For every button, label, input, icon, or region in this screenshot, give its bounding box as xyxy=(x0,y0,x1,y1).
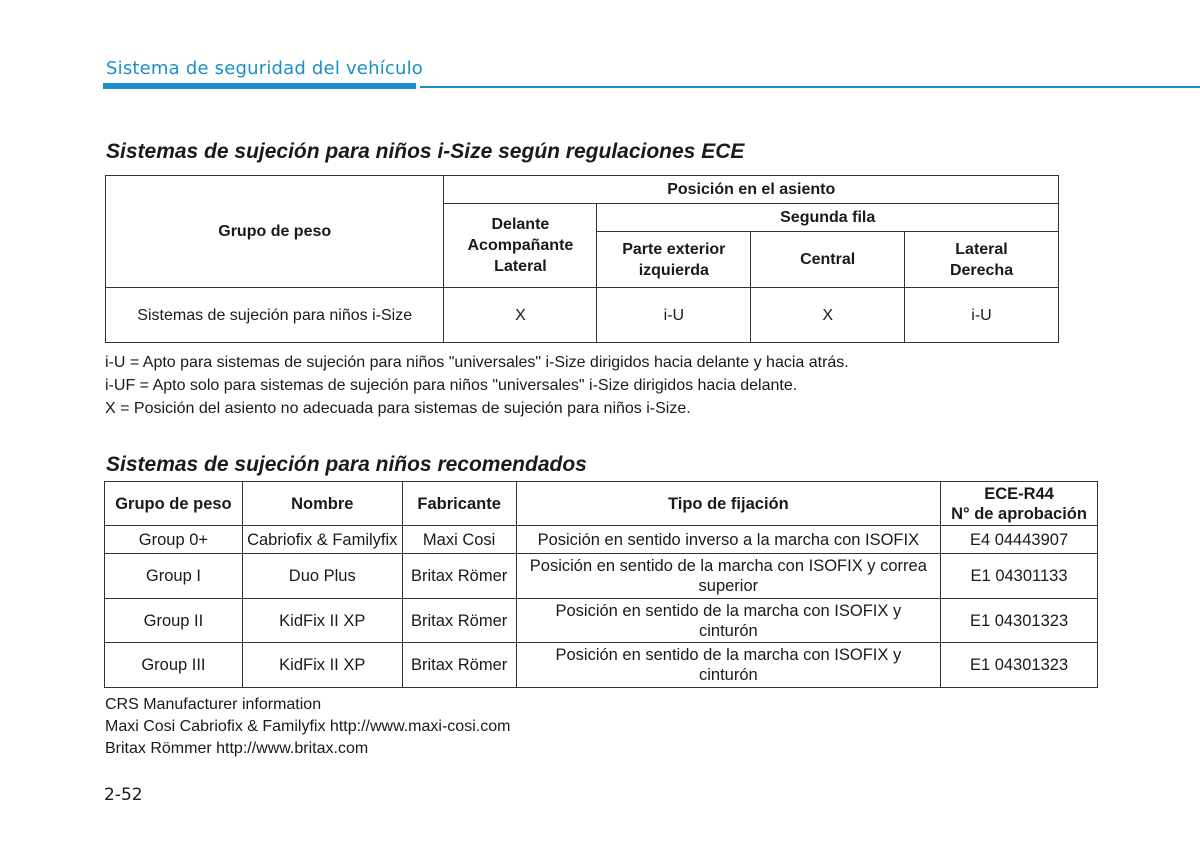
isize-cell-front: X xyxy=(444,288,597,343)
isize-header-position: Posición en el asiento xyxy=(444,176,1059,204)
isize-table xyxy=(105,175,1059,343)
rec-cell-approval: E4 04443907 xyxy=(941,526,1098,554)
info-line: Britax Römmer http://www.britax.com xyxy=(105,740,369,757)
rec-cell-approval: E1 04301323 xyxy=(941,643,1098,688)
isize-header-right: Lateral Derecha xyxy=(905,232,1059,288)
isize-header-group: Grupo de peso xyxy=(106,176,444,288)
manufacturer-info xyxy=(105,694,510,760)
rec-header-group: Grupo de peso xyxy=(105,482,243,526)
rec-cell-name: KidFix II XP xyxy=(242,599,402,643)
info-line: Maxi Cosi Cabriofix & Familyfix http://www.maxi-cosi.com xyxy=(105,718,511,735)
recommended-table-title: Sistemas de sujeción para niños recomendados xyxy=(106,453,587,476)
rec-header-approval xyxy=(941,482,1098,526)
recommended-table xyxy=(104,481,1098,688)
rec-cell-name: Duo Plus xyxy=(242,554,402,599)
rec-cell-maker: Britax Römer xyxy=(402,643,516,688)
info-line: CRS Manufacturer information xyxy=(105,696,322,713)
rec-header-approval-line1: ECE-R44 xyxy=(984,484,1054,503)
rec-cell-fixing: Posición en sentido de la marcha con ISOFIX y cinturón xyxy=(516,599,940,643)
header-rule xyxy=(420,86,1200,88)
rec-header-fixing: Tipo de fijación xyxy=(516,482,940,526)
rec-cell-fixing: Posición en sentido de la marcha con ISOFIX y correa superior xyxy=(516,554,940,599)
rec-cell-approval: E1 04301133 xyxy=(941,554,1098,599)
rec-cell-approval: E1 04301323 xyxy=(941,599,1098,643)
isize-cell-center: X xyxy=(751,288,905,343)
rec-cell-maker: Britax Römer xyxy=(402,554,516,599)
rec-cell-name: KidFix II XP xyxy=(242,643,402,688)
isize-table-title: Sistemas de sujeción para niños i-Size según regulaciones ECE xyxy=(106,140,745,163)
isize-cell-right: i-U xyxy=(905,288,1059,343)
isize-row-label: Sistemas de sujeción para niños i-Size xyxy=(106,288,444,343)
page-number: 2-52 xyxy=(104,785,143,805)
isize-header-outer-left: Parte exterior izquierda xyxy=(597,232,751,288)
rec-cell-maker: Britax Römer xyxy=(402,599,516,643)
table-row xyxy=(105,643,1098,688)
table-row xyxy=(105,599,1098,643)
note-line: X = Posición del asiento no adecuada para sistemas de sujeción para niños i-Size. xyxy=(105,400,691,417)
isize-cell-outer-left: i-U xyxy=(597,288,751,343)
rec-cell-group: Group III xyxy=(105,643,243,688)
rec-cell-name: Cabriofix & Familyfix xyxy=(242,526,402,554)
note-line: i-UF = Apto solo para sistemas de sujeción para niños "universales" i-Size dirigidos hacia delante. xyxy=(105,377,798,394)
isize-header-second-row: Segunda fila xyxy=(597,204,1059,232)
table-row xyxy=(105,554,1098,599)
rec-cell-maker: Maxi Cosi xyxy=(402,526,516,554)
rec-header-approval-line2: N° de aprobación xyxy=(951,504,1087,523)
rec-cell-group: Group I xyxy=(105,554,243,599)
table-row xyxy=(105,526,1098,554)
section-header-title: Sistema de seguridad del vehículo xyxy=(106,58,424,79)
rec-cell-group: Group II xyxy=(105,599,243,643)
isize-header-center: Central xyxy=(751,232,905,288)
rec-cell-fixing: Posición en sentido de la marcha con ISOFIX y cinturón xyxy=(516,643,940,688)
rec-cell-fixing: Posición en sentido inverso a la marcha con ISOFIX xyxy=(516,526,940,554)
header-accent-bar xyxy=(103,83,416,89)
isize-header-front: Delante Acompañante Lateral xyxy=(444,204,597,288)
table-row xyxy=(106,288,1059,343)
rec-cell-group: Group 0+ xyxy=(105,526,243,554)
rec-header-name: Nombre xyxy=(242,482,402,526)
isize-notes xyxy=(105,351,849,420)
rec-header-maker: Fabricante xyxy=(402,482,516,526)
note-line: i-U = Apto para sistemas de sujeción para niños "universales" i-Size dirigidos hacia delante y hacia atrás. xyxy=(105,354,849,371)
